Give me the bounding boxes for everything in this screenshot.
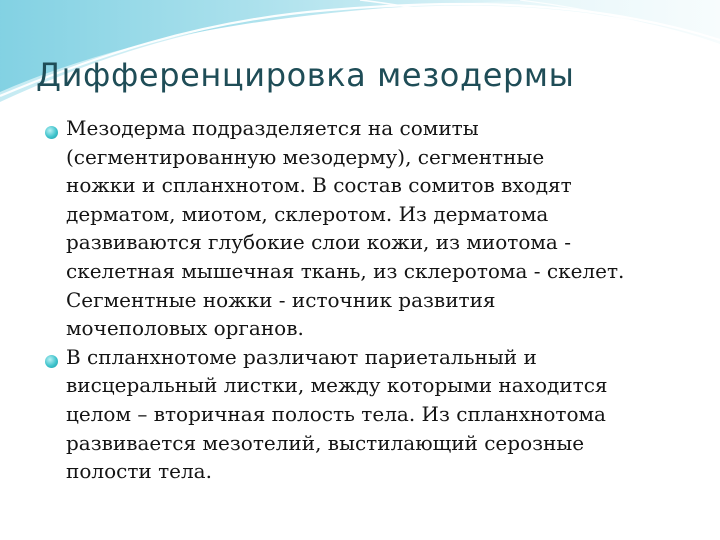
text-line: В спланхнотоме различают париетальный и <box>66 344 537 369</box>
text-line: ножки и спланхнотом. В состав сомитов входят <box>66 173 572 198</box>
bullet-item <box>44 114 694 343</box>
text-line: полости тела. <box>66 459 212 484</box>
text-line: (сегментированную мезодерму), сегментные <box>66 144 545 169</box>
bullet-item <box>44 343 694 486</box>
bullet-list <box>44 114 694 486</box>
text-line: скелетная мышечная ткань, из склеротома - скелет. <box>66 258 625 283</box>
bullet-text <box>66 343 694 486</box>
bullet-icon <box>45 126 58 139</box>
text-line: целом – вторичная полость тела. Из спланхнотома <box>66 401 606 426</box>
text-line: висцеральный листки, между которыми находится <box>66 373 608 398</box>
text-line: мочеполовых органов. <box>66 316 304 341</box>
slide-title: Дифференцировка мезодермы <box>36 56 575 94</box>
text-line: развивается мезотелий, выстилающий серозные <box>66 430 585 455</box>
text-line: развиваются глубокие слои кожи, из миотома - <box>66 230 571 255</box>
bullet-icon <box>45 355 58 368</box>
text-line: дерматом, миотом, склеротом. Из дерматома <box>66 201 549 226</box>
text-line: Мезодерма подразделяется на сомиты <box>66 116 479 140</box>
text-line: Сегментные ножки - источник развития <box>66 287 496 312</box>
bullet-text <box>66 114 694 343</box>
